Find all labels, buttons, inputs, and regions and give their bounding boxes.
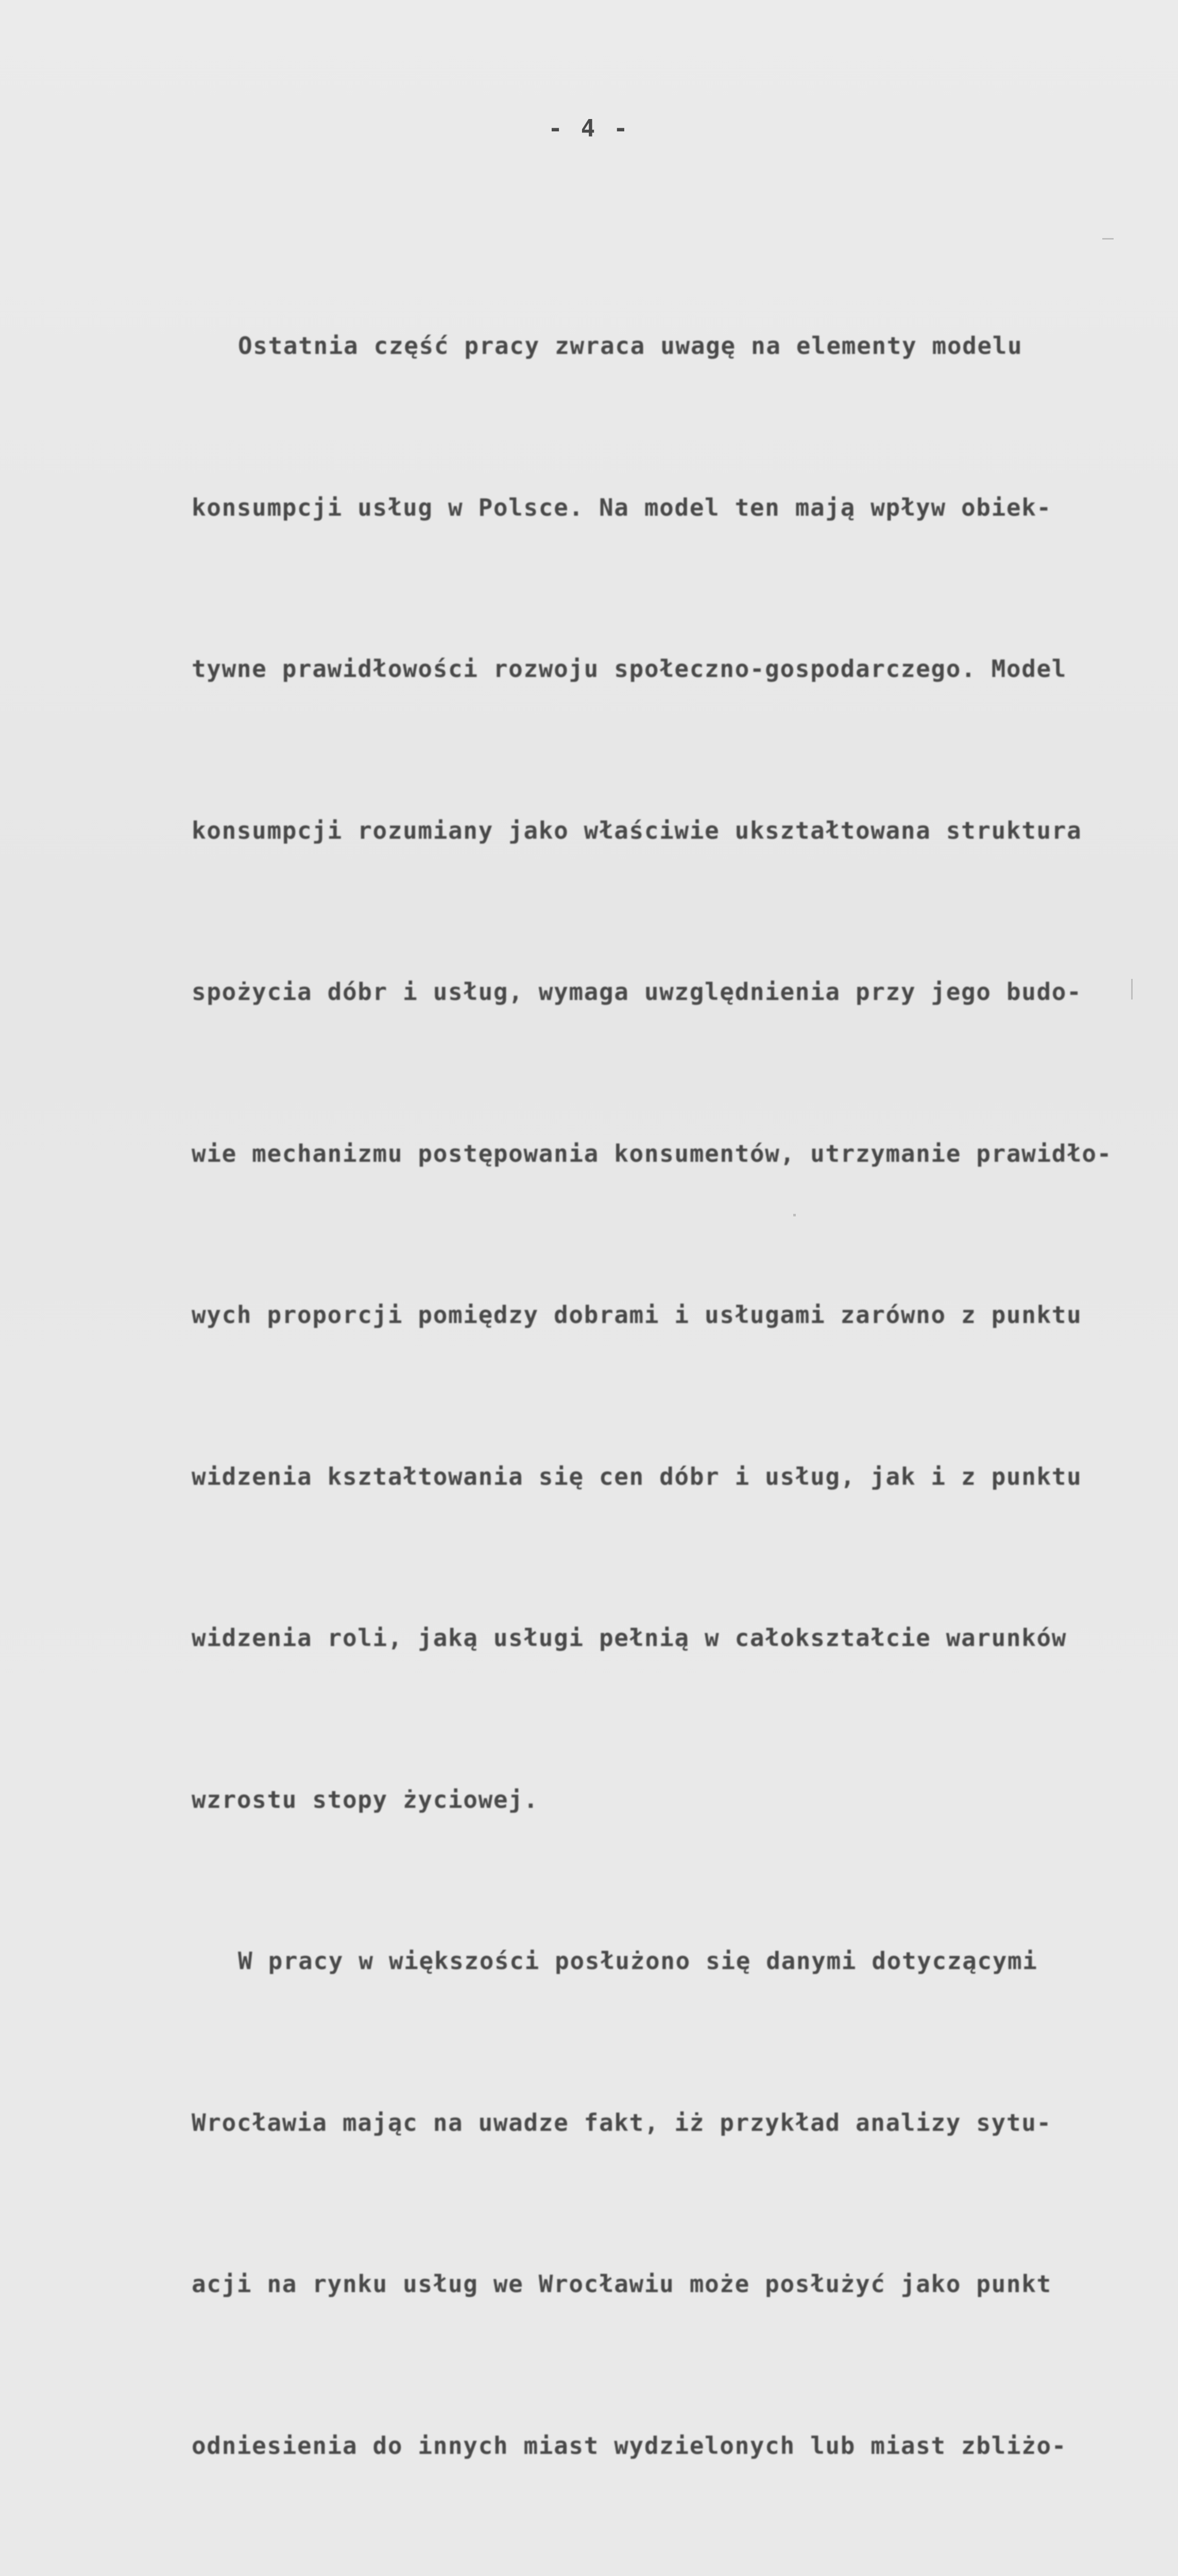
paper-speck	[793, 1214, 796, 1216]
page-number: - 4 -	[548, 114, 630, 142]
text-line: Ostatnia część pracy zwraca uwagę na elementy modelu	[238, 332, 1023, 360]
paper-speck	[1102, 238, 1114, 240]
text-line: acji na rynku usług we Wrocławiu może posłużyć jako punkt	[192, 2270, 1052, 2298]
paper-speck	[1131, 979, 1133, 999]
text-line: Wrocławia mając na uwadze fakt, iż przykład analizy sytu-	[192, 2108, 1052, 2137]
text-line: odniesienia do innych miast wydzielonych lub miast zbliżo-	[192, 2431, 1067, 2460]
text-line: W pracy w większości posłużono się danymi dotyczącymi	[238, 1947, 1038, 1975]
text-line: wzrostu stopy życiowej.	[192, 1785, 539, 1814]
text-line: spożycia dóbr i usług, wymaga uwzględnienia przy jego budo-	[192, 978, 1082, 1006]
text-line: wie mechanizmu postępowania konsumentów, utrzymanie prawidło-	[192, 1139, 1112, 1167]
text-line: wych proporcji pomiędzy dobrami i usługami zarówno z punktu	[192, 1301, 1082, 1329]
text-line: konsumpcji usług w Polsce. Na model ten mają wpływ obiek-	[192, 493, 1052, 521]
text-line: widzenia roli, jaką usługi pełnią w całokształcie warunków	[192, 1624, 1067, 1652]
text-line: widzenia kształtowania się cen dóbr i usług, jak i z punktu	[192, 1462, 1082, 1490]
text-line: konsumpcji rozumiany jako właściwie ukształtowana struktura	[192, 816, 1082, 844]
body-text	[192, 211, 1129, 2576]
text-line: tywne prawidłowości rozwoju społeczno-gospodarczego. Model	[192, 655, 1067, 683]
